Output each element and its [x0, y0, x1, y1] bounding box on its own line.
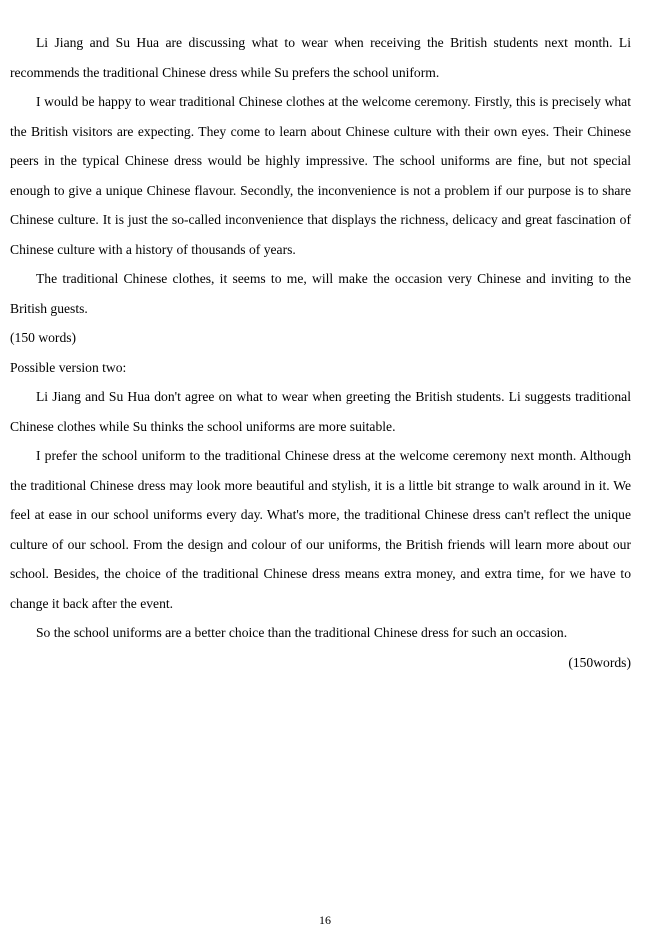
- version-two-word-count: (150words): [568, 654, 631, 670]
- page-number: 16: [319, 913, 331, 927]
- version-one-intro: Li Jiang and Su Hua are discussing what to wear when receiving the British students next month. Li recommends the traditional Chinese dress while Su prefers the school uniform.: [10, 35, 631, 80]
- version-two-heading: Possible version two:: [10, 359, 127, 375]
- version-one-body: I would be happy to wear traditional Chinese clothes at the welcome ceremony. Firstly, this is precisely what the British visitors are expecting. They come to learn about Chinese culture with their own eyes. Their Chinese peers in the typical Chinese dress would be highly impressive. The school uniforms are fine, but not special enough to give a unique Chinese flavour. Secondly, the inconvenience is not a problem if our purpose is to share Chinese culture. It is just the so-called inconvenience that displays the richness, delicacy and great fascination of Chinese culture with a history of thousands of years.: [10, 94, 631, 257]
- version-one-word-count: (150 words): [10, 330, 77, 345]
- document-body: [10, 28, 631, 677]
- version-two-intro: Li Jiang and Su Hua don't agree on what to wear when greeting the British students. Li suggests traditional Chinese clothes while Su thinks the school uniforms are more suitable.: [10, 389, 631, 434]
- version-one-conclusion: The traditional Chinese clothes, it seems to me, will make the occasion very Chinese and inviting to the British guests.: [10, 271, 631, 316]
- version-two-conclusion: So the school uniforms are a better choice than the traditional Chinese dress for such an occasion.: [36, 625, 568, 640]
- version-two-body: I prefer the school uniform to the traditional Chinese dress at the welcome ceremony next month. Although the traditional Chinese dress may look more beautiful and stylish, it is a little bit strange to walk around in it. We feel at ease in our school uniforms every day. What's more, the traditional Chinese dress can't reflect the unique culture of our school. From the design and colour of our uniforms, the British friends will learn more about our school. Besides, the choice of the traditional Chinese dress means extra money, and extra time, for we have to change it back after the event.: [10, 448, 631, 611]
